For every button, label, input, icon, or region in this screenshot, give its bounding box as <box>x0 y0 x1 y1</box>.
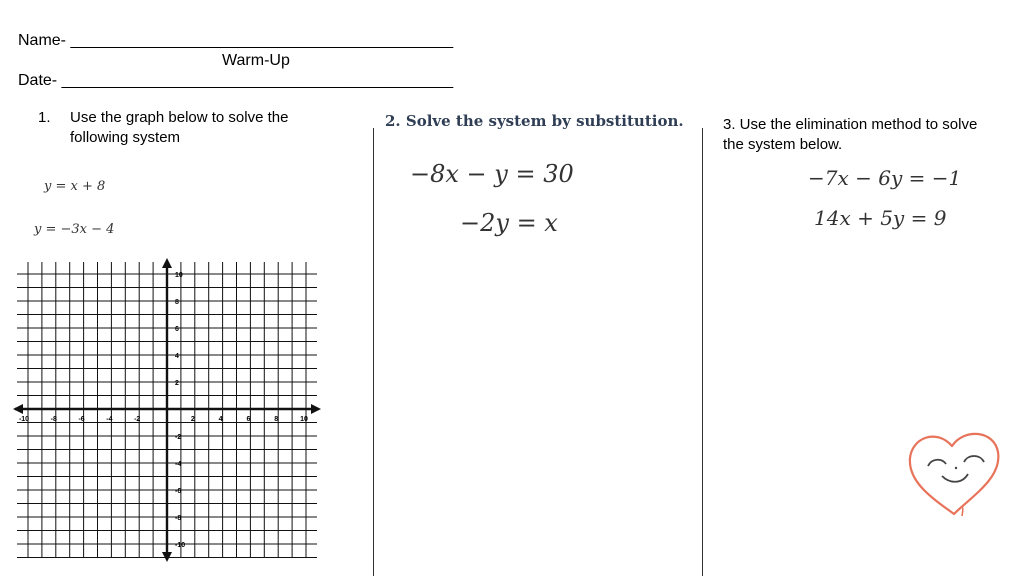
date-line: Date- ____________________________________________ <box>18 72 454 89</box>
question-1-equation-1: y = x + 8 <box>44 179 106 194</box>
page-title: Warm-Up <box>222 52 290 69</box>
y-tick-label: -4 <box>175 461 182 468</box>
question-1-equation-2: y = −3x − 4 <box>34 222 115 237</box>
y-tick-label: 4 <box>175 353 179 360</box>
name-line: Name- ___________________________________________ <box>18 32 454 49</box>
x-tick-label: -2 <box>134 416 141 423</box>
x-tick-label: 8 <box>274 416 279 423</box>
column-divider-right <box>702 128 703 576</box>
question-2-equation-2: −2y = x <box>460 209 558 237</box>
question-3-equation-1: −7x − 6y = −1 <box>808 166 962 190</box>
x-tick-label: -6 <box>78 416 85 423</box>
y-tick-label: 2 <box>175 380 179 387</box>
question-1-number: 1. <box>38 109 51 126</box>
y-tick-label: -6 <box>175 488 182 495</box>
smiling-heart-icon <box>902 424 1006 520</box>
y-axis-arrow-up <box>162 258 172 268</box>
y-tick-label: 10 <box>175 272 183 279</box>
question-2-equation-1: −8x − y = 30 <box>410 160 574 188</box>
x-tick-label: 4 <box>218 416 223 423</box>
question-2-title: 2. Solve the system by substitution. <box>385 112 684 130</box>
y-tick-label: -10 <box>175 542 186 549</box>
x-axis-arrow-left <box>13 404 23 414</box>
coordinate-grid <box>0 0 374 576</box>
y-tick-label: 8 <box>175 299 179 306</box>
x-axis-arrow-right <box>311 404 321 414</box>
x-tick-label: -10 <box>18 416 30 423</box>
question-3-equation-2: 14x + 5y = 9 <box>814 206 947 230</box>
axes <box>13 258 321 562</box>
y-tick-label: -2 <box>175 434 182 441</box>
question-1-text: Use the graph below to solve the following system <box>70 109 289 146</box>
x-tick-label: 2 <box>190 416 195 423</box>
x-tick-label: 10 <box>300 416 308 423</box>
question-3-text: 3. Use the elimination method to solve the system below. <box>723 116 978 153</box>
x-tick-label: 6 <box>246 416 251 423</box>
y-tick-label: -8 <box>175 515 182 522</box>
x-tick-label: -8 <box>50 416 57 423</box>
y-tick-label: 6 <box>175 326 179 333</box>
x-tick-label: -4 <box>106 416 113 423</box>
